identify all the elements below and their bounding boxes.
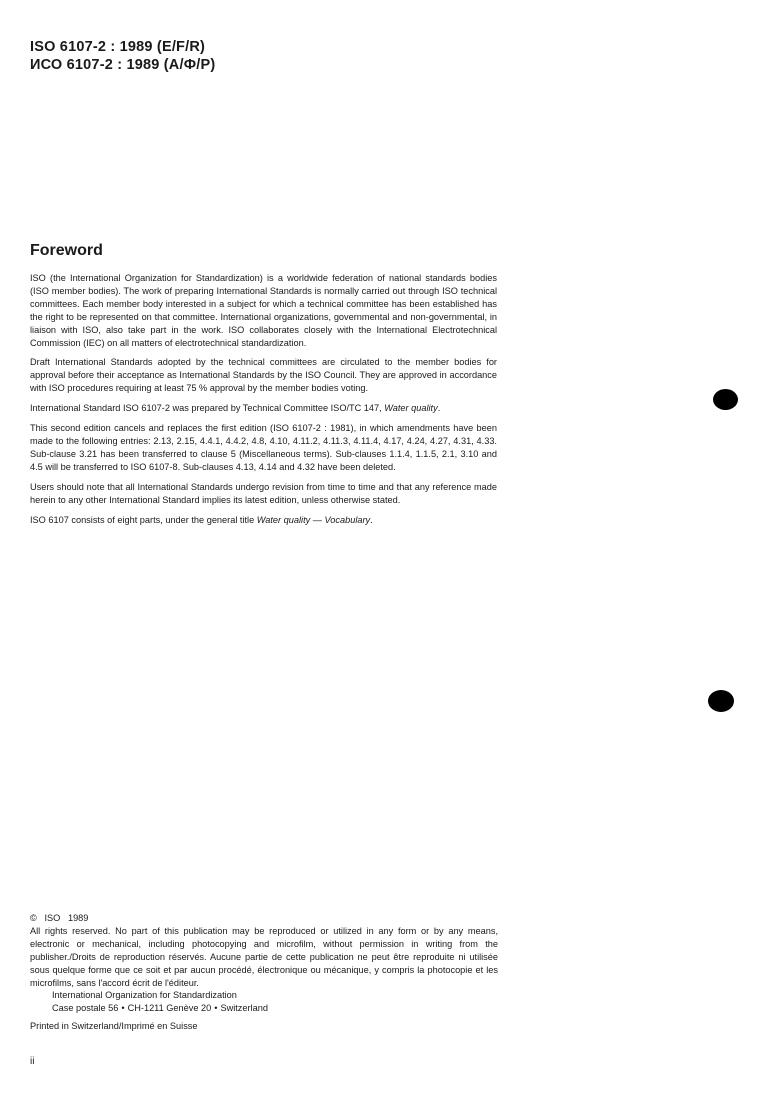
paragraph-draft-standards: Draft International Standards adopted by the technical committees are circulated to the member bodies for approval before their acceptance as International Standards by the ISO Council. They are approved in accordance with ISO procedures requiring at least 75 % approval by the member bodies voting.: [30, 357, 497, 394]
general-title: Water quality — Vocabulary: [256, 514, 371, 525]
paragraph-second-edition: This second edition cancels and replaces the first edition (ISO 6107-2 : 1981), in which amendments have been made to the following entries: 2.13, 2.15, 4.4.1, 4.4.2, 4.8, 4.10, 4.11.2, 4.11.3, 4.11.4, 4.17, 4.24, 4.27, 4.31, 4.33. Sub-clause 3.21 has been transferred to clause 5 (Miscellaneous terms). Sub-clauses 1.1.4, 1.1.5, 2.1, 3.10 and 4.5 will be transferred to ISO 6107-8. Sub-clauses 4.13, 4.14 and 4.32 have been deleted.: [30, 423, 497, 472]
copyright-block: [30, 912, 498, 1033]
copyright-year: 1989: [67, 913, 89, 923]
document-header: [30, 38, 215, 74]
parts-text: ISO 6107 consists of eight parts, under the general title: [30, 514, 257, 525]
address-org: International Organization for Standardization: [52, 990, 237, 1001]
address-country: Switzerland: [220, 1003, 268, 1014]
parts-end: .: [370, 514, 373, 525]
rights-statement: All rights reserved. No part of this publication may be reproduced or utilized in any form or by any means, electronic or mechanical, including photocopying and microfilm, without permission in writing from the publisher./Droits de reproduction réservés. Aucune partie de cette publication ne peut être reproduite ni utilisée sous quelque forme que ce soit et par aucun procédé, électronique ou mécanique, y compris la photocopie et les microfilms, sans l'accord écrit de l'éditeur.: [30, 925, 498, 988]
punch-hole-mark: [713, 389, 738, 410]
paragraph-parts: [30, 514, 497, 527]
header-line-latin: ISO 6107-2 : 1989 (E/F/R): [30, 39, 206, 55]
header-line-cyrillic: ИСО 6107-2 : 1989 (А/Ф/Р): [30, 57, 216, 73]
copyright-icon: ©: [30, 913, 37, 923]
punch-hole-mark: [708, 690, 734, 712]
address-city: CH-1211 Genève 20: [127, 1003, 212, 1014]
address-line: [30, 1002, 498, 1015]
bullet-icon: •: [214, 1003, 218, 1014]
paragraph-prepared-by: [30, 402, 497, 415]
prepared-by-end: .: [437, 403, 441, 414]
paragraph-iso-intro: ISO (the International Organization for Standardization) is a worldwide federation of national standards bodies (ISO member bodies). The work of preparing International Standards is normally carried out through ISO technical committees. Each member body interested in a subject for which a technical committee has been established has the right to be represented on that committee. International organizations, governmental and non-governmental, in liaison with ISO, also take part in the work. ISO collaborates closely with the International Electrotechnical Commission (IEC) on all matters of electrotechnical standardization.: [30, 273, 497, 348]
prepared-by-text: International Standard ISO 6107-2 was prepared by Technical Committee ISO/TC 147,: [30, 403, 385, 414]
printed-in: Printed in Switzerland/Imprimé en Suisse: [30, 1021, 198, 1032]
paragraph-users-note: Users should note that all International Standards undergo revision from time to time and that any reference made herein to any other International Standard implies its latest edition, unless otherwise stated.: [30, 481, 497, 505]
page-number: ii: [30, 1056, 35, 1067]
address-box: Case postale 56: [52, 1003, 119, 1014]
copyright-org: ISO: [44, 913, 61, 923]
foreword-title: Foreword: [30, 242, 103, 259]
bullet-icon: •: [121, 1003, 125, 1014]
committee-title: Water quality: [384, 403, 438, 414]
copyright-line: [30, 912, 498, 925]
foreword-body: [30, 272, 497, 533]
